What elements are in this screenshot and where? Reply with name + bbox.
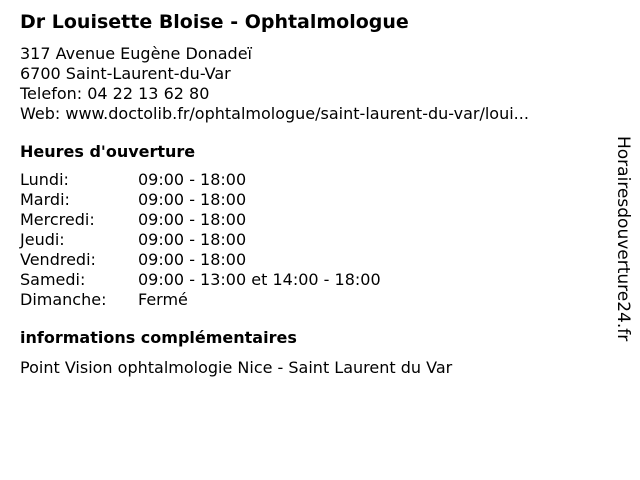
web-link[interactable]: www.doctolib.fr/ophtalmologue/saint-laurent-du-var/loui... [65,104,529,123]
web-label: Web: [20,104,61,123]
hours-time: 09:00 - 13:00 et 14:00 - 18:00 [138,270,381,289]
web-line [20,104,605,124]
hours-row [20,290,605,310]
info-heading: informations complémentaires [20,328,297,347]
phone-label: Telefon: [20,84,83,103]
hours-day: Dimanche: [20,290,107,309]
hours-row [20,170,605,190]
hours-day: Jeudi: [20,230,65,249]
hours-time: 09:00 - 18:00 [138,250,247,269]
hours-heading: Heures d'ouverture [20,142,196,161]
hours-time: Fermé [138,290,188,309]
hours-table [20,170,605,310]
brand-watermark: Horairesdouverture24.fr [613,136,633,342]
phone-line [20,84,605,104]
hours-time: 09:00 - 18:00 [138,210,247,229]
listing-card [20,8,605,378]
page-title: Dr Louisette Bloise - Ophtalmologue [20,11,409,33]
hours-day: Lundi: [20,170,69,189]
hours-time: 09:00 - 18:00 [138,230,247,249]
hours-row [20,270,605,290]
address-line-2: 6700 Saint-Laurent-du-Var [20,64,231,83]
hours-row [20,190,605,210]
info-text: Point Vision ophtalmologie Nice - Saint Laurent du Var [20,358,453,377]
hours-row [20,230,605,250]
phone-number[interactable]: 04 22 13 62 80 [87,84,210,103]
hours-day: Vendredi: [20,250,96,269]
hours-row [20,250,605,270]
hours-time: 09:00 - 18:00 [138,190,247,209]
hours-day: Mardi: [20,190,70,209]
hours-row [20,210,605,230]
hours-day: Mercredi: [20,210,95,229]
hours-time: 09:00 - 18:00 [138,170,247,189]
address-line-1: 317 Avenue Eugène Donadeï [20,44,252,63]
hours-day: Samedi: [20,270,86,289]
